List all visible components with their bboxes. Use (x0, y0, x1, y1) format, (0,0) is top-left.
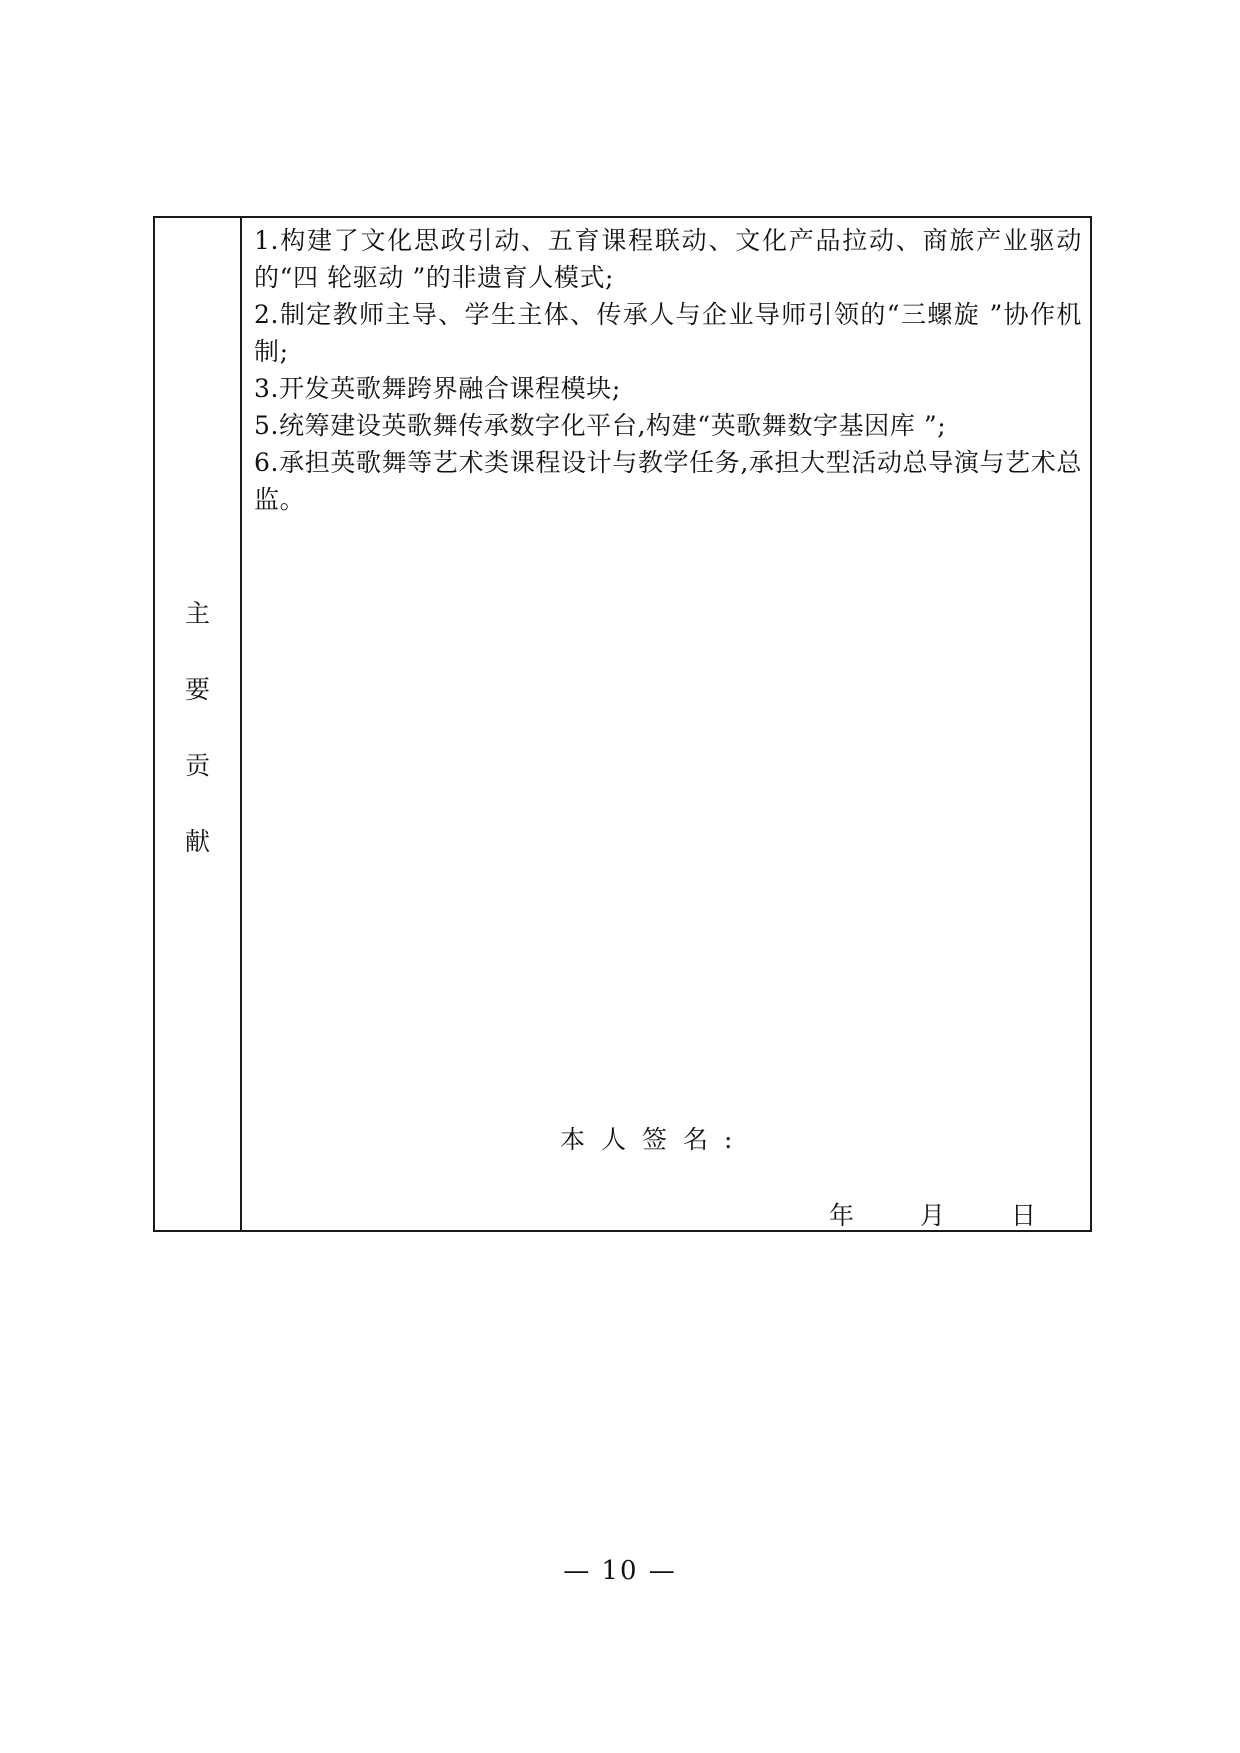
contribution-item: 6.承担英歌舞等艺术类课程设计与教学任务,承担大型活动总导演与艺术总监。 (254, 448, 1082, 514)
contribution-content-cell (242, 218, 1090, 1230)
contribution-list (254, 222, 1082, 518)
date-line (829, 1196, 1036, 1232)
section-label-char: 贡 (184, 751, 210, 780)
contribution-item: 5.统筹建设英歌舞传承数字化平台,构建“英歌舞数字基因库 ”; (254, 411, 947, 440)
date-day-label: 日 (1010, 1201, 1036, 1230)
section-label-char: 主 (184, 599, 210, 628)
contribution-table (153, 216, 1092, 1232)
contribution-item: 1.构建了文化思政引动、五育课程联动、文化产品拉动、商旅产业驱动的“四 轮驱动 ”的非遗育人模式; (254, 226, 1082, 292)
page-number: — 10 — (563, 1556, 677, 1586)
contribution-item: 2.制定教师主导、学生主体、传承人与企业导师引领的“三螺旋 ”协作机制; (254, 300, 1082, 366)
date-month-label: 月 (920, 1201, 946, 1230)
section-label-char: 要 (184, 675, 210, 704)
signature-label: 本人签名: (560, 1125, 749, 1154)
section-label-cell (155, 218, 242, 1230)
date-year-label: 年 (829, 1201, 855, 1230)
section-label-char: 献 (184, 827, 210, 856)
contribution-item: 3.开发英歌舞跨界融合课程模块; (254, 374, 621, 403)
